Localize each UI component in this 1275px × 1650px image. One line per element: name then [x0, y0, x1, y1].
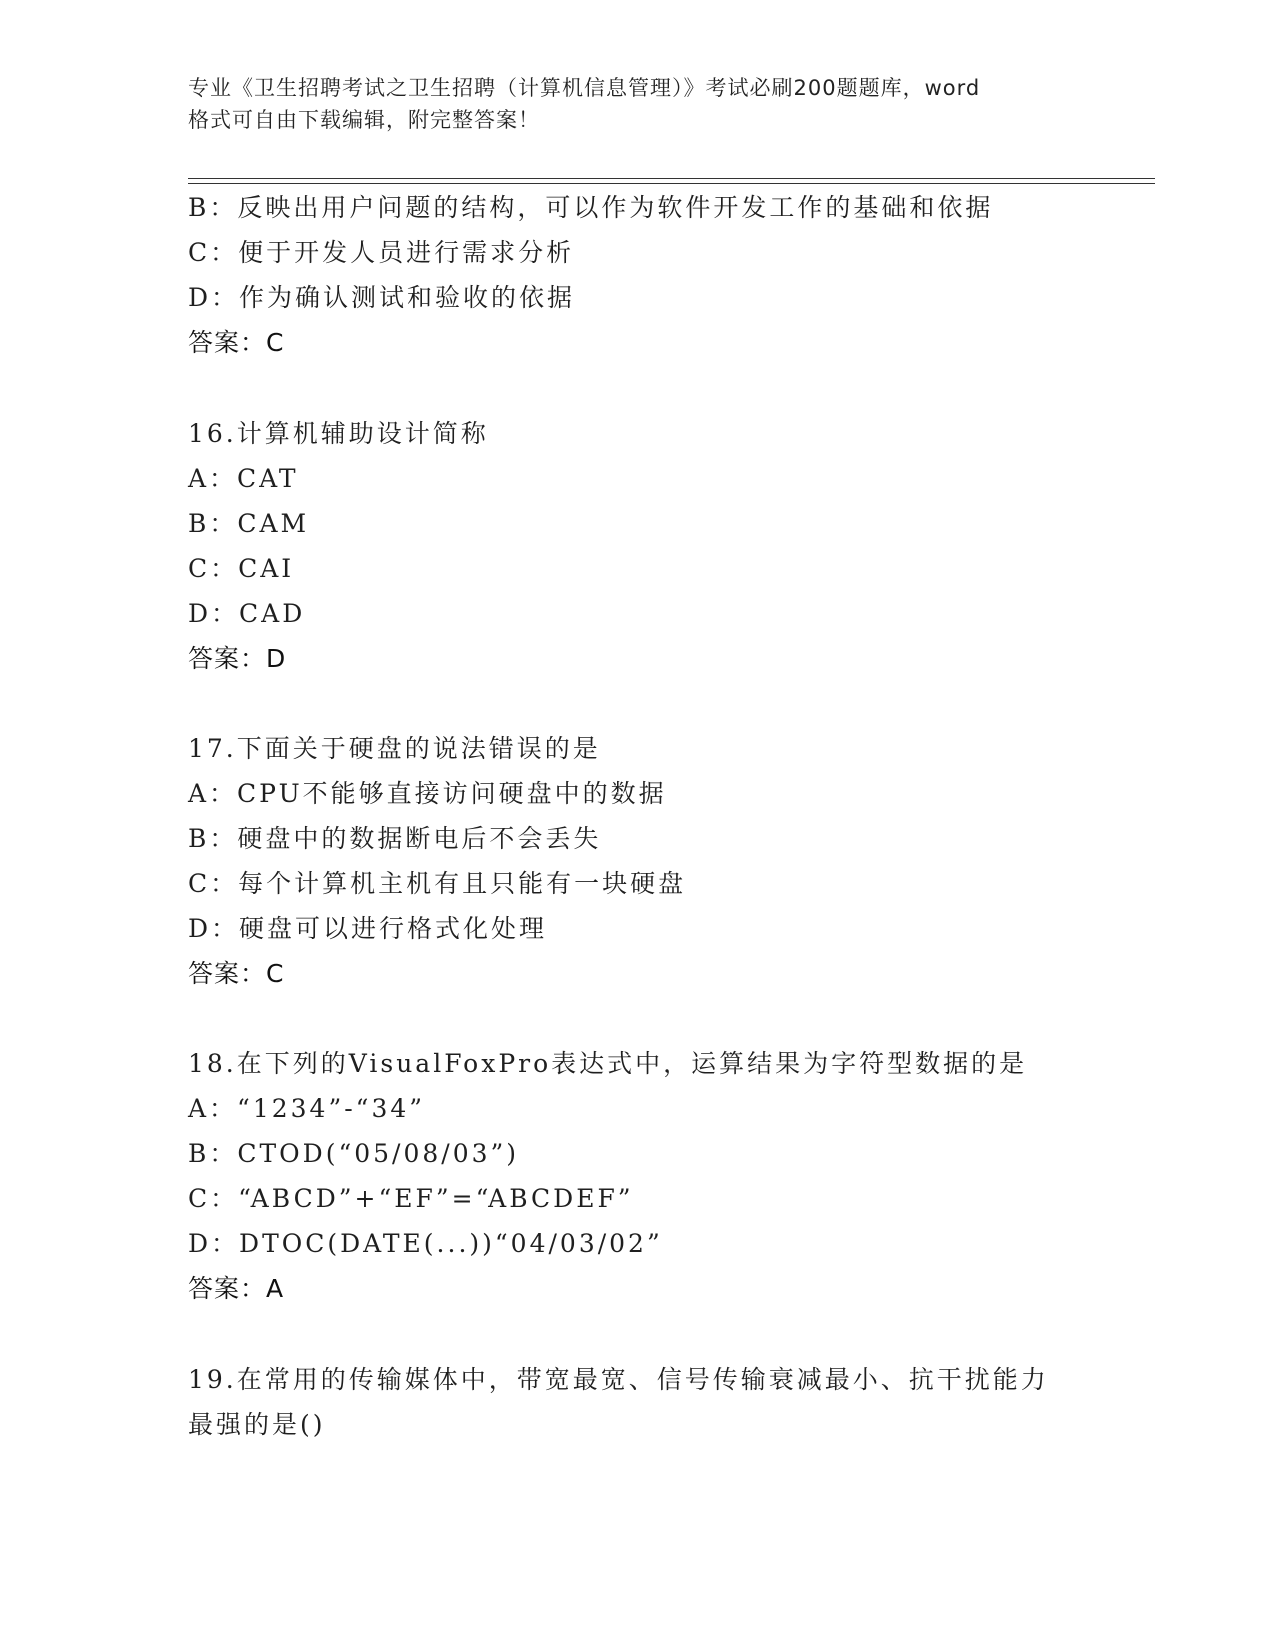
q17-answer: 答案：C [188, 959, 285, 988]
q15-option-b: B：反映出用户问题的结构，可以作为软件开发工作的基础和依据 [188, 193, 994, 222]
q18-option-c: C：“ABCD”+“EF”=“ABCDEF” [188, 1184, 634, 1213]
header-divider-top [188, 178, 1155, 179]
q17-option-a: A：CPU不能够直接访问硬盘中的数据 [188, 779, 667, 808]
q17-question: 17.下面关于硬盘的说法错误的是 [188, 734, 601, 763]
header-line-2: 格式可自由下载编辑，附完整答案！ [188, 108, 540, 132]
q19-question-line-2: 最强的是() [188, 1410, 326, 1439]
q19-question-line-1: 19.在常用的传输媒体中，带宽最宽、信号传输衰减最小、抗干扰能力 [188, 1365, 1049, 1394]
document-header [188, 72, 1088, 136]
q17-option-d: D：硬盘可以进行格式化处理 [188, 914, 548, 943]
q17-option-b: B：硬盘中的数据断电后不会丢失 [188, 824, 602, 853]
header-line-1: 专业《卫生招聘考试之卫生招聘（计算机信息管理）》考试必刷200题题库，word [188, 76, 981, 100]
q18-option-a: A：“1234”-“34” [188, 1094, 426, 1123]
q15-option-d: D：作为确认测试和验收的依据 [188, 283, 576, 312]
q16-option-c: C：CAI [188, 554, 295, 583]
q16-option-b: B：CAM [188, 509, 310, 538]
q18-option-d: D：DTOC(DATE(...))“04/03/02” [188, 1229, 663, 1258]
q16-question: 16.计算机辅助设计简称 [188, 419, 489, 448]
q18-answer: 答案：A [188, 1274, 285, 1303]
q17-option-c: C：每个计算机主机有且只能有一块硬盘 [188, 869, 687, 898]
q18-option-b: B：CTOD(“05/08/03”) [188, 1139, 520, 1168]
q15-answer: 答案：C [188, 328, 285, 357]
header-divider-bottom [188, 183, 1155, 184]
q18-question: 18.在下列的VisualFoxPro表达式中，运算结果为字符型数据的是 [188, 1049, 1028, 1078]
q16-option-d: D：CAD [188, 599, 306, 628]
q15-option-c: C：便于开发人员进行需求分析 [188, 238, 575, 267]
q16-answer: 答案：D [188, 644, 287, 673]
q16-option-a: A：CAT [188, 464, 299, 493]
